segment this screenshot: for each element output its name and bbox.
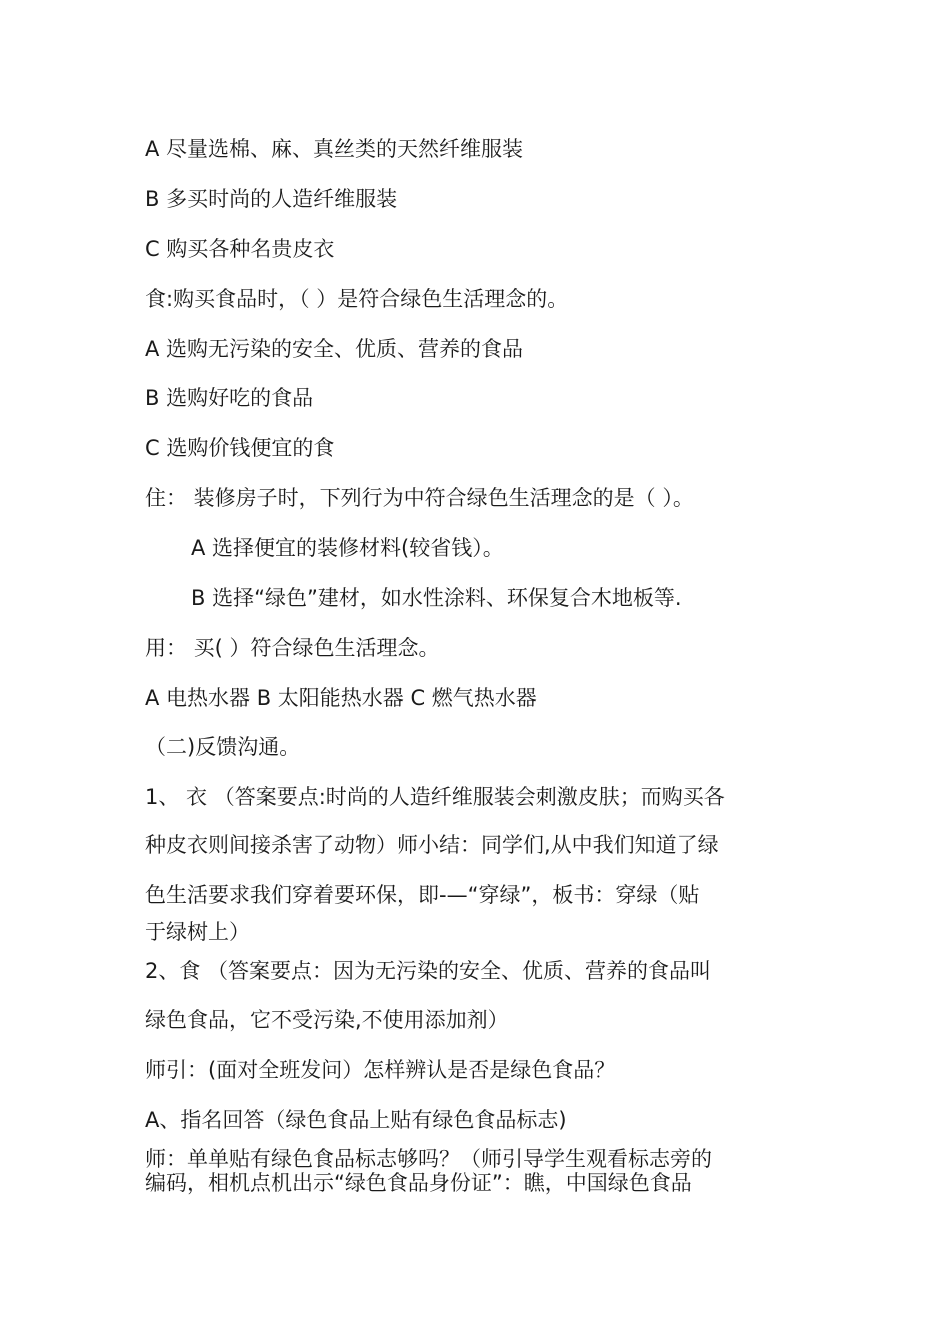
question-housing: 住： 装修房子时，下列行为中符合绿色生活理念的是（ ）。 xyxy=(145,486,694,510)
answer-food-line-1: 2、食 （答案要点：因为无污染的安全、优质、营养的食品叫 xyxy=(145,959,712,983)
question-food: 食:购买食品时，（ ）是符合绿色生活理念的。 xyxy=(145,287,569,311)
student-answer: A、指名回答（绿色食品上贴有绿色食品标志) xyxy=(145,1108,567,1132)
answer-clothing-line-1: 1、 衣 （答案要点:时尚的人造纤维服装会刺激皮肤；而购买各 xyxy=(145,785,725,809)
teacher-question: 师引：(面对全班发问）怎样辨认是否是绿色食品？ xyxy=(145,1058,616,1082)
answer-food-line-2: 绿色食品，它不受污染,不使用添加剂） xyxy=(145,1008,509,1032)
option-clothing-a: A 尽量选棉、麻、真丝类的天然纤维服装 xyxy=(145,137,524,161)
teacher-followup-line-1: 师：单单贴有绿色食品标志够吗？（师引导学生观看标志旁的 xyxy=(145,1147,712,1171)
answer-clothing-line-2: 种皮衣则间接杀害了动物）师小结：同学们,从中我们知道了绿 xyxy=(145,833,719,857)
section-heading-feedback: （二)反馈沟通。 xyxy=(145,735,301,759)
option-clothing-c: C 购买各种名贵皮衣 xyxy=(145,237,335,261)
option-food-a: A 选购无污染的安全、优质、营养的食品 xyxy=(145,337,524,361)
option-clothing-b: B 多买时尚的人造纤维服装 xyxy=(145,187,398,211)
option-food-b: B 选购好吃的食品 xyxy=(145,386,314,410)
option-food-c: C 选购价钱便宜的食 xyxy=(145,436,335,460)
answer-clothing-line-3: 色生活要求我们穿着要环保，即-—“穿绿”，板书：穿绿（贴 xyxy=(145,883,700,907)
question-use: 用： 买( ）符合绿色生活理念。 xyxy=(145,636,440,660)
option-housing-b: B 选择“绿色”建材，如水性涂料、环保复合木地板等. xyxy=(191,586,682,610)
answer-clothing-line-4: 于绿树上） xyxy=(145,920,250,944)
option-housing-a: A 选择便宜的装修材料(较省钱）。 xyxy=(191,536,504,560)
teacher-followup-line-2: 编码，相机点机出示“绿色食品身份证”：瞧，中国绿色食品 xyxy=(145,1171,692,1195)
options-use: A 电热水器 B 太阳能热水器 C 燃气热水器 xyxy=(145,686,537,710)
